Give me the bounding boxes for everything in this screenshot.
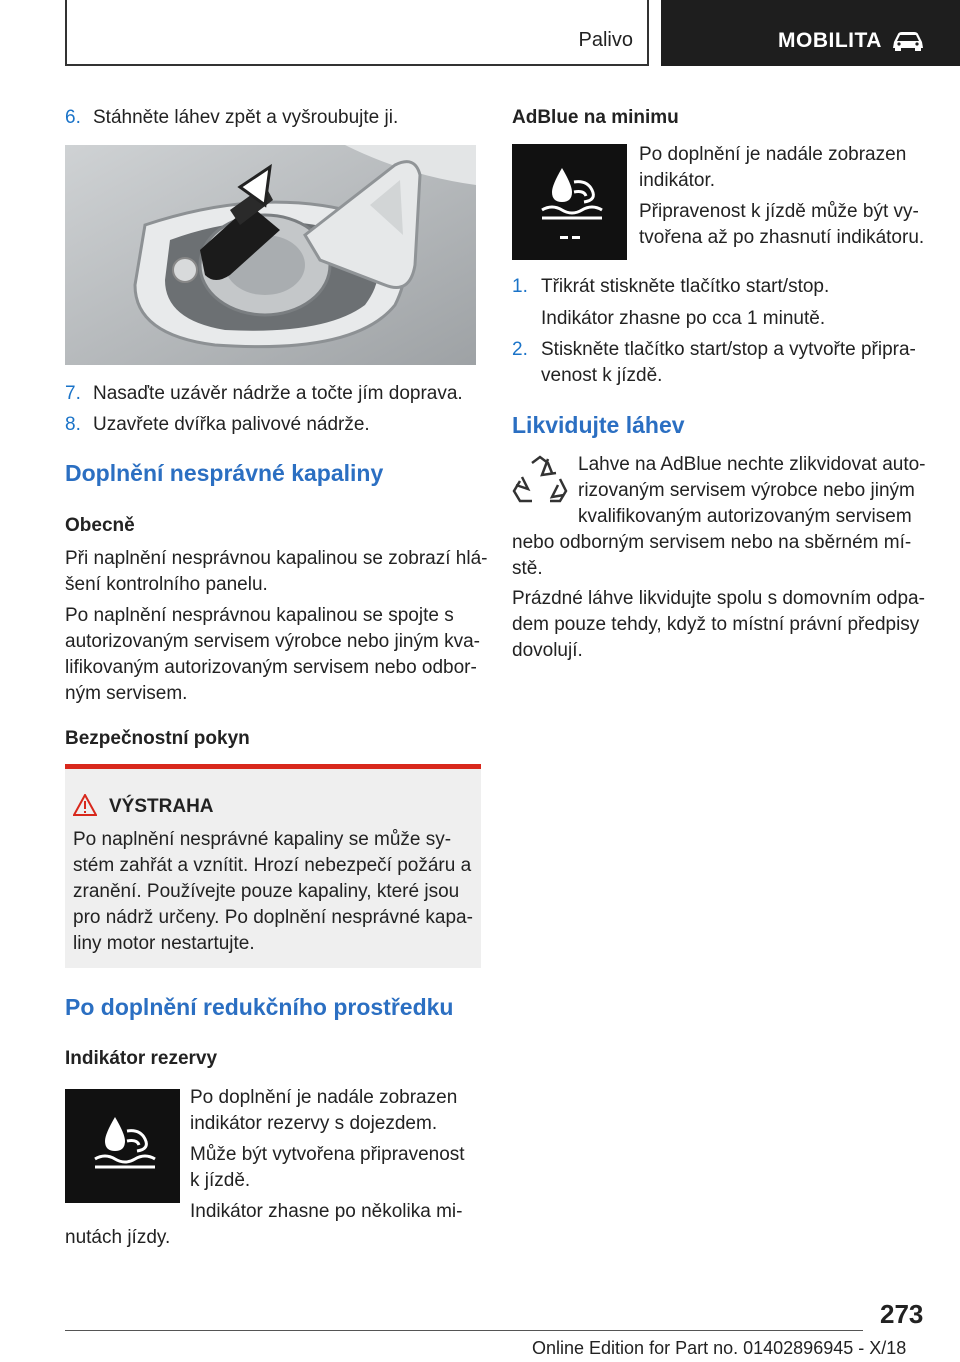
step-7-text: Nasaďte uzávěr nádrže a točte jím doprava. bbox=[93, 383, 463, 404]
general-p2-line3: lifikovaným autorizovaným servisem nebo odbor- bbox=[65, 657, 477, 678]
subheading-reserve: Indikátor rezervy bbox=[65, 1048, 218, 1069]
step-8-number: 8. bbox=[65, 414, 81, 435]
subheading-general: Obecně bbox=[65, 515, 135, 536]
empty-line1: Prázdné láhve likvidujte spolu s domovním odpa- bbox=[512, 588, 925, 609]
step-1-subtext: Indikátor zhasne po cca 1 minutě. bbox=[541, 308, 826, 329]
step-7-number: 7. bbox=[65, 383, 81, 404]
empty-line3: dovolují. bbox=[512, 640, 583, 661]
heading-wrong-fluid: Doplnění nesprávné kapaliny bbox=[65, 460, 384, 486]
step-2-line1: Stiskněte tlačítko start/stop a vytvořte připra- bbox=[541, 339, 916, 360]
page-number: 273 bbox=[880, 1299, 924, 1329]
recycling-icon bbox=[512, 455, 568, 507]
step-2-line2: venost k jízdě. bbox=[541, 365, 663, 386]
general-p2-line4: ným servisem. bbox=[65, 683, 188, 704]
minimum-line3: Připravenost k jízdě může být vy- bbox=[639, 201, 919, 222]
subheading-safety: Bezpečnostní pokyn bbox=[65, 728, 250, 749]
general-p2-line2: autorizovaným servisem výrobce nebo jiným kva- bbox=[65, 631, 480, 652]
page-header bbox=[0, 0, 960, 66]
header-chapter-title: MOBILITA bbox=[778, 29, 882, 52]
dispose-line1: Lahve na AdBlue nechte zlikvidovat auto- bbox=[578, 454, 926, 475]
reserve-line3: Může být vytvořena připravenost bbox=[190, 1144, 465, 1165]
step-8-text: Uzavřete dvířka palivové nádrže. bbox=[93, 414, 370, 435]
warning-line2: stém zahřát a vznítit. Hrozí nebezpečí požáru a bbox=[73, 855, 472, 876]
dispose-line5: stě. bbox=[512, 558, 543, 579]
minimum-indicator-image bbox=[512, 144, 627, 260]
step-6-text: Stáhněte láhev zpět a vyšroubujte ji. bbox=[93, 107, 399, 128]
minimum-line4: tvořena až po zhasnutí indikátoru. bbox=[639, 227, 925, 248]
reserve-line1: Po doplnění je nadále zobrazen bbox=[190, 1087, 458, 1108]
car-icon bbox=[891, 30, 925, 52]
warning-line1: Po naplnění nesprávné kapaliny se může sy- bbox=[73, 829, 452, 850]
step-1-number: 1. bbox=[512, 276, 528, 297]
warning-line4: pro nádrž určeny. Po doplnění nesprávné kapa- bbox=[73, 907, 473, 928]
step-6-number: 6. bbox=[65, 107, 81, 128]
warning-triangle-icon bbox=[73, 794, 97, 816]
reserve-line4: k jízdě. bbox=[190, 1170, 251, 1191]
warning-line3: zranění. Používejte pouze kapaliny, které jsou bbox=[73, 881, 460, 902]
minimum-line1: Po doplnění je nadále zobrazen bbox=[639, 144, 907, 165]
dispose-line3: kvalifikovaným autorizovaným servisem bbox=[578, 506, 912, 527]
reserve-line6: nutách jízdy. bbox=[65, 1227, 171, 1248]
step-2-number: 2. bbox=[512, 339, 528, 360]
reserve-indicator-image bbox=[65, 1089, 180, 1203]
reserve-line5: Indikátor zhasne po několika mi- bbox=[190, 1201, 463, 1222]
reserve-line2: indikátor rezervy s dojezdem. bbox=[190, 1113, 438, 1134]
step-1-text: Třikrát stiskněte tlačítko start/stop. bbox=[541, 276, 830, 297]
dispose-line2: rizovaným servisem výrobce nebo jiným bbox=[578, 480, 915, 501]
minimum-line2: indikátor. bbox=[639, 170, 716, 191]
heading-dispose-bottle: Likvidujte láhev bbox=[512, 412, 685, 438]
dispose-line4: nebo odborným servisem nebo na sběrném mí- bbox=[512, 532, 912, 553]
header-section-box bbox=[65, 0, 649, 66]
general-p1-line2: šení kontrolního panelu. bbox=[65, 574, 268, 595]
adblue-indicator-icon bbox=[65, 1089, 180, 1203]
warning-line5: liny motor nestartujte. bbox=[73, 933, 255, 954]
footer-edition: Online Edition for Part no. 01402896945 - X/18 bbox=[532, 1338, 907, 1358]
general-p1-line1: Při naplnění nesprávnou kapalinou se zobrazí hlá- bbox=[65, 548, 488, 569]
warning-box bbox=[65, 764, 481, 968]
general-p2-line1: Po naplnění nesprávnou kapalinou se spojte s bbox=[65, 605, 454, 626]
header-section-title: Palivo bbox=[578, 29, 633, 51]
fuel-filler-photo bbox=[65, 145, 476, 365]
warning-title: VÝSTRAHA bbox=[109, 796, 214, 817]
empty-line2: dem pouze tehdy, když to místní právní předpisy bbox=[512, 614, 920, 635]
footer-divider bbox=[65, 1330, 863, 1331]
header-chapter-box bbox=[661, 0, 960, 66]
heading-after-refill: Po doplnění redukčního prostředku bbox=[65, 994, 454, 1020]
subheading-adblue-minimum: AdBlue na minimu bbox=[512, 107, 679, 128]
adblue-minimum-icon bbox=[512, 144, 627, 260]
